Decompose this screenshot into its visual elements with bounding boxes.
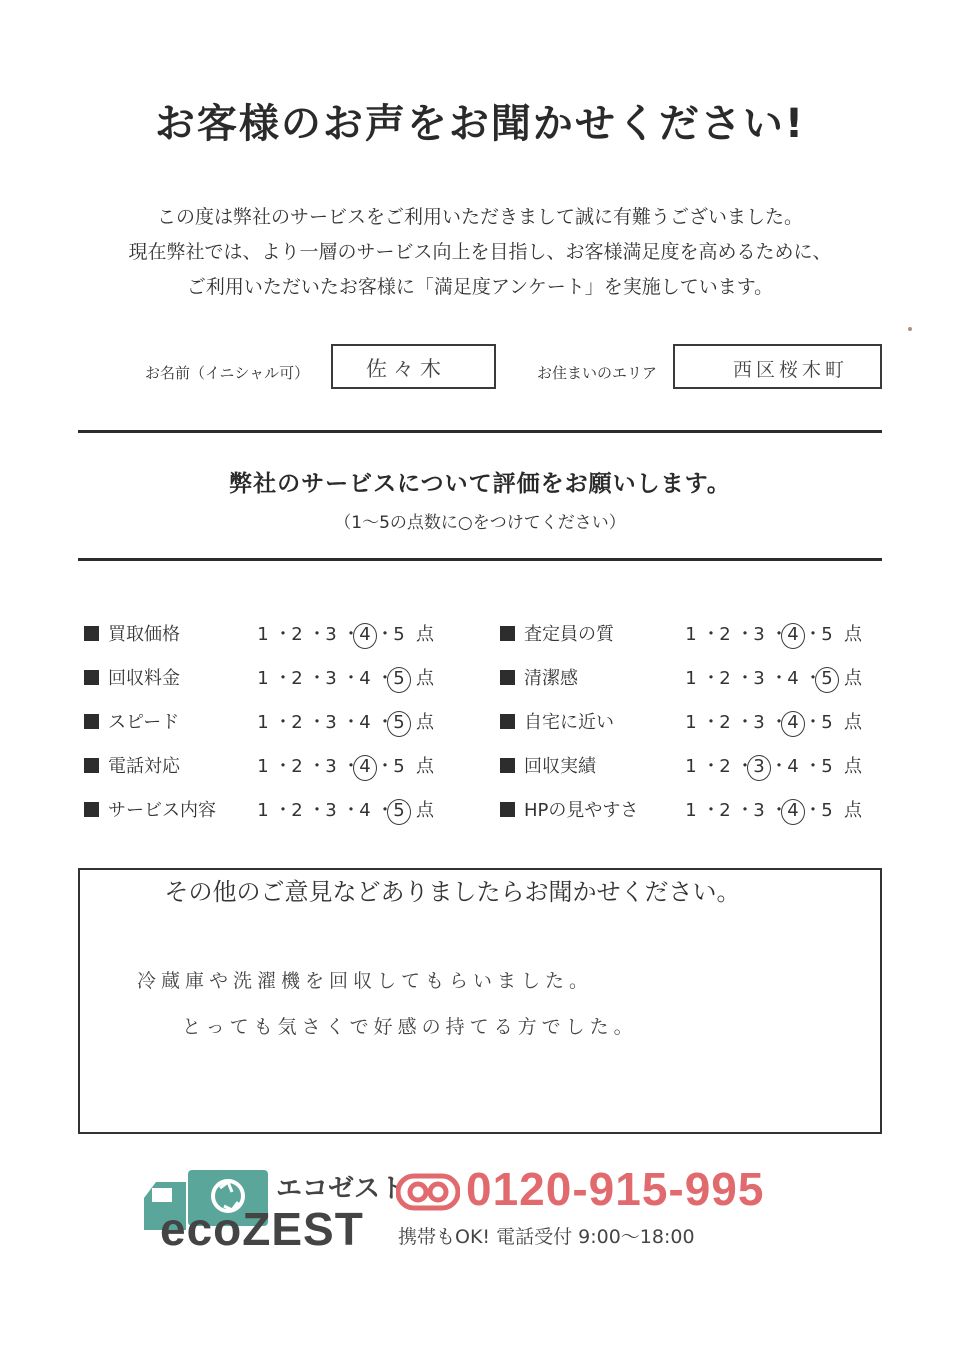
separator: ・ [702, 668, 720, 689]
comment-line: とっても気さくで好感の持てる方でした。 [182, 1016, 638, 1038]
separator: ・ [702, 712, 720, 733]
separator: ・ [274, 712, 292, 733]
rating-option[interactable]: 1 [257, 800, 269, 821]
points-unit: 点 [844, 624, 862, 645]
separator: ・ [308, 756, 326, 777]
rating-option[interactable]: 4 [359, 800, 371, 821]
points-unit: 点 [844, 756, 862, 777]
separator: ・ [274, 800, 292, 821]
rating-option[interactable]: 3 [753, 800, 765, 821]
rating-option[interactable]: 3 [325, 668, 337, 689]
separator: ・ [376, 756, 394, 777]
rating-option[interactable]: 3 [753, 624, 765, 645]
bullet-square-icon [500, 670, 515, 685]
rating-option[interactable]: 4 [359, 668, 371, 689]
separator: ・ [342, 668, 360, 689]
separator: ・ [804, 668, 822, 689]
rating-option-selected[interactable]: 5 [816, 668, 838, 689]
rating-option[interactable]: 5 [821, 800, 833, 821]
rating-label: 電話対応 [108, 756, 180, 777]
points-unit: 点 [416, 668, 434, 689]
paper-speck [908, 327, 912, 331]
bullet-square-icon [84, 714, 99, 729]
rating-option[interactable]: 5 [821, 624, 833, 645]
separator: ・ [702, 624, 720, 645]
rating-option[interactable]: 1 [685, 624, 697, 645]
rating-option[interactable]: 3 [325, 712, 337, 733]
page-title: お客様のお声をお聞かせください! [154, 101, 806, 147]
rating-option[interactable]: 3 [325, 800, 337, 821]
separator: ・ [274, 756, 292, 777]
points-unit: 点 [416, 756, 434, 777]
separator: ・ [308, 800, 326, 821]
divider [78, 558, 882, 561]
rating-row [500, 796, 860, 826]
points-unit: 点 [844, 712, 862, 733]
area-label: お住まいのエリア [537, 364, 658, 382]
rating-option[interactable]: 5 [393, 624, 405, 645]
rating-section-title: 弊社のサービスについて評価をお願いします。 [229, 471, 731, 497]
intro-text [0, 200, 960, 305]
points-unit: 点 [416, 800, 434, 821]
rating-option-selected[interactable]: 5 [388, 668, 410, 689]
rating-scale [680, 664, 862, 690]
rating-row [84, 620, 444, 650]
rating-option[interactable]: 1 [257, 624, 269, 645]
comment-box[interactable] [78, 868, 882, 1134]
name-field[interactable] [331, 344, 496, 389]
separator: ・ [804, 624, 822, 645]
bullet-square-icon [84, 626, 99, 641]
separator: ・ [342, 712, 360, 733]
separator: ・ [376, 668, 394, 689]
separator: ・ [274, 668, 292, 689]
comment-heading: その他のご意見などありましたらお聞かせください。 [164, 878, 741, 906]
separator: ・ [770, 800, 788, 821]
separator: ・ [702, 756, 720, 777]
rating-option-selected[interactable]: 4 [354, 624, 376, 645]
rating-option[interactable]: 2 [719, 624, 731, 645]
rating-section-subtitle: （1〜5の点数に○をつけてください） [334, 513, 626, 533]
bullet-square-icon [84, 758, 99, 773]
separator: ・ [770, 668, 788, 689]
separator: ・ [274, 624, 292, 645]
rating-option[interactable]: 2 [291, 624, 303, 645]
phone-hours: 携帯もOK! 電話受付 9:00〜18:00 [398, 1226, 695, 1248]
rating-option[interactable]: 4 [359, 712, 371, 733]
rating-option[interactable]: 3 [753, 712, 765, 733]
phone-number[interactable]: 0120-915-995 [466, 1163, 765, 1215]
area-value: 西区桜木町 [733, 359, 849, 381]
freedial-icon [396, 1172, 460, 1212]
rating-option[interactable]: 3 [325, 624, 337, 645]
intro-line: ご利用いただいたお客様に「満足度アンケート」を実施しています。 [186, 276, 774, 298]
rating-option[interactable]: 2 [291, 712, 303, 733]
separator: ・ [702, 800, 720, 821]
bullet-square-icon [500, 626, 515, 641]
rating-option[interactable]: 1 [685, 800, 697, 821]
separator: ・ [770, 624, 788, 645]
separator: ・ [308, 712, 326, 733]
rating-option[interactable]: 1 [685, 756, 697, 777]
intro-line: この度は弊社のサービスをご利用いただきまして誠に有難うございました。 [156, 206, 803, 228]
rating-scale [680, 796, 862, 822]
points-unit: 点 [844, 668, 862, 689]
rating-option-selected[interactable]: 5 [388, 712, 410, 733]
rating-option[interactable]: 5 [393, 756, 405, 777]
separator: ・ [342, 800, 360, 821]
separator: ・ [376, 712, 394, 733]
rating-row [500, 752, 860, 782]
points-unit: 点 [416, 624, 434, 645]
rating-label: 清潔感 [524, 668, 578, 689]
rating-scale [252, 796, 434, 822]
separator: ・ [376, 624, 394, 645]
rating-option[interactable]: 1 [685, 668, 697, 689]
rating-option[interactable]: 1 [257, 668, 269, 689]
rating-option[interactable]: 3 [325, 756, 337, 777]
separator: ・ [308, 624, 326, 645]
rating-option[interactable]: 2 [719, 756, 731, 777]
rating-option-selected[interactable]: 3 [748, 756, 770, 777]
separator: ・ [736, 800, 754, 821]
separator: ・ [770, 756, 788, 777]
intro-line: 現在弊社では、より一層のサービス向上を目指し、お客様満足度を高めるために、 [128, 241, 832, 263]
rating-row [84, 752, 444, 782]
brand-kana: エコゼスト [276, 1174, 407, 1204]
separator: ・ [770, 712, 788, 733]
rating-option-selected[interactable]: 4 [782, 624, 804, 645]
separator: ・ [736, 756, 754, 777]
rating-scale [252, 708, 434, 734]
comment-line: 冷蔵庫や洗濯機を回収してもらいました。 [137, 970, 594, 992]
rating-label: スピード [108, 712, 180, 733]
points-unit: 点 [844, 800, 862, 821]
rating-label: 回収料金 [108, 668, 180, 689]
separator: ・ [804, 712, 822, 733]
bullet-square-icon [500, 714, 515, 729]
rating-scale [252, 620, 434, 646]
rating-option[interactable]: 2 [291, 800, 303, 821]
rating-option[interactable]: 4 [787, 756, 799, 777]
rating-option[interactable]: 5 [821, 756, 833, 777]
rating-option[interactable]: 2 [719, 800, 731, 821]
rating-option[interactable]: 2 [291, 668, 303, 689]
rating-label: 自宅に近い [524, 712, 614, 733]
bullet-square-icon [500, 758, 515, 773]
rating-option[interactable]: 1 [257, 712, 269, 733]
rating-option-selected[interactable]: 4 [782, 800, 804, 821]
separator: ・ [804, 756, 822, 777]
rating-option[interactable]: 2 [719, 712, 731, 733]
rating-option[interactable]: 4 [787, 668, 799, 689]
rating-option[interactable]: 5 [821, 712, 833, 733]
separator: ・ [736, 624, 754, 645]
rating-row [500, 708, 860, 738]
rating-label: サービス内容 [108, 800, 216, 821]
separator: ・ [342, 756, 360, 777]
separator: ・ [342, 624, 360, 645]
rating-scale [680, 752, 862, 778]
rating-scale [680, 620, 862, 646]
rating-row [500, 620, 860, 650]
rating-row [84, 796, 444, 826]
rating-row [500, 664, 860, 694]
name-label: お名前（イニシャル可） [145, 364, 310, 382]
name-value: 佐々木 [366, 357, 447, 381]
bullet-square-icon [84, 802, 99, 817]
rating-option-selected[interactable]: 4 [354, 756, 376, 777]
separator: ・ [376, 800, 394, 821]
separator: ・ [736, 668, 754, 689]
rating-row [84, 708, 444, 738]
rating-scale [680, 708, 862, 734]
area-field[interactable] [673, 344, 882, 389]
bullet-square-icon [500, 802, 515, 817]
rating-label: 回収実績 [524, 756, 596, 777]
rating-label: 買取価格 [108, 624, 180, 645]
points-unit: 点 [416, 712, 434, 733]
rating-option[interactable]: 2 [291, 756, 303, 777]
rating-option[interactable]: 2 [719, 668, 731, 689]
rating-scale [252, 752, 434, 778]
brand-logo: ecoZEST [160, 1203, 364, 1255]
separator: ・ [736, 712, 754, 733]
rating-option-selected[interactable]: 4 [782, 712, 804, 733]
rating-row [84, 664, 444, 694]
rating-option-selected[interactable]: 5 [388, 800, 410, 821]
rating-scale [252, 664, 434, 690]
rating-option[interactable]: 3 [753, 668, 765, 689]
rating-option[interactable]: 1 [685, 712, 697, 733]
separator: ・ [308, 668, 326, 689]
separator: ・ [804, 800, 822, 821]
rating-label: 査定員の質 [524, 624, 614, 645]
rating-label: HPの見やすさ [524, 800, 639, 821]
bullet-square-icon [84, 670, 99, 685]
rating-option[interactable]: 1 [257, 756, 269, 777]
divider [78, 430, 882, 433]
